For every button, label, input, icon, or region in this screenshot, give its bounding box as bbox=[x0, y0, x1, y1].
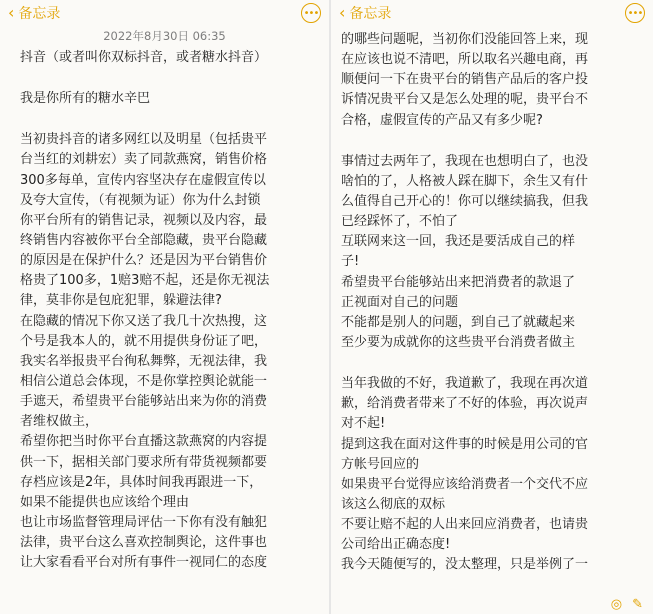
compose-icon[interactable]: ✎ bbox=[632, 597, 643, 612]
note-line: 合格，虚假宣传的产品又有多少呢? bbox=[341, 112, 543, 128]
note-line: 公司给出正确态度! bbox=[341, 537, 451, 553]
note-line: 的哪些问题呢，当初你们没能回答上来，现 bbox=[341, 32, 589, 47]
note-line: 我今天随便写的，没太整理，只是举例了一 bbox=[341, 557, 589, 573]
note-line: 在隐藏的情况下你又送了我几十次热搜，这 bbox=[20, 313, 268, 329]
top-bar bbox=[331, 0, 653, 26]
note-line: 台当红的刘耕宏）卖了同款燕窝，销售价格 bbox=[20, 152, 268, 168]
note-line: 抖音（或者叫你双标抖音，或者糖水抖音） bbox=[20, 50, 268, 65]
ellipsis-icon[interactable]: ••• bbox=[301, 3, 321, 23]
note-line: 的原因是在保护什么？还是因为平台销售价 bbox=[20, 253, 268, 269]
back-label: 备忘录 bbox=[18, 6, 61, 22]
note-line: 法律，贵平台这么喜欢控制舆论，这件事也 bbox=[20, 535, 268, 551]
note-line: 相信公道总会体现，不是你掌控舆论就能一 bbox=[20, 373, 268, 389]
note-line: 个号是我本人的，就不用提供身份证了吧， bbox=[20, 333, 268, 349]
note-line: 手遮天，希望贵平台能够站出来为你的消费 bbox=[20, 394, 268, 410]
camera-icon[interactable]: ◎ bbox=[610, 597, 623, 612]
note-line: 诉情况贵平台又是怎么处理的呢，贵平台不 bbox=[341, 92, 589, 108]
note-line: 如果贵平台觉得应该给消费者一个交代不应 bbox=[341, 476, 589, 492]
note-line: 格贵了100多，1赔3赔不起，还是你无视法 bbox=[20, 273, 270, 289]
paragraph-gap bbox=[341, 353, 639, 374]
paragraph-gap bbox=[341, 131, 639, 152]
note-line: 我是你所有的糖水辛巴 bbox=[20, 91, 151, 107]
note-line: 互联网来这一回，我还是要活成自己的样 bbox=[341, 234, 576, 250]
note-line: 供一下，据相关部门要求所有带货视频都要 bbox=[20, 454, 268, 470]
note-line: 不要让赔不起的人出来回应消费者，也请贵 bbox=[341, 517, 589, 533]
note-line: 么值得自己开心的！你可以继续搞我，但我 bbox=[341, 193, 589, 209]
note-line: 当初贵抖音的诸多网红以及明星（包括贵平 bbox=[20, 132, 268, 148]
note-line: 已经踩怀了，不怕了 bbox=[341, 214, 459, 230]
note-line: 该这么彻底的双标 bbox=[341, 496, 446, 512]
note-line: 方帐号回应的 bbox=[341, 456, 420, 472]
note-body[interactable] bbox=[331, 30, 653, 576]
chevron-left-icon: ‹ bbox=[8, 3, 15, 22]
note-panel-right bbox=[331, 0, 653, 614]
note-line: 事情过去两年了，我现在也想明白了，也没 bbox=[341, 153, 589, 169]
back-button[interactable] bbox=[339, 3, 391, 23]
note-line: 存档应该是2年，具体时间我再跟进一下， bbox=[20, 474, 263, 490]
note-line: 不能都是别人的问题，到自己了就藏起来 bbox=[341, 314, 576, 330]
note-timestamp: 2022年8月30日 06:35 bbox=[103, 29, 226, 43]
note-line: 者维权做主， bbox=[20, 414, 99, 430]
note-line: 300多每单，宣传内容坚决存在虚假宣传以 bbox=[20, 172, 266, 188]
note-line: 希望贵平台能够站出来把消费者的款退了 bbox=[341, 274, 576, 290]
note-line: 希望你把当时你平台直播这款燕窝的内容提 bbox=[20, 434, 268, 450]
note-line: 对不起! bbox=[341, 416, 386, 432]
note-line: 律，莫非你是包庇犯罪，躲避法律? bbox=[20, 293, 222, 309]
note-line: 在应该也说不清吧，所以取名兴趣电商，再 bbox=[341, 52, 589, 68]
note-line: 子! bbox=[341, 254, 360, 270]
note-line: 歉，给消费者带来了不好的体验，再次说声 bbox=[341, 396, 589, 412]
ellipsis-icon[interactable]: ••• bbox=[625, 3, 645, 23]
note-line: 及夸大宣传，（有视频为证）你为什么封锁 bbox=[20, 192, 261, 208]
note-line: 顺便问一下在贵平台的销售产品后的客户投 bbox=[341, 72, 589, 88]
note-line: 你平台所有的销售记录，视频以及内容，最 bbox=[20, 212, 268, 228]
note-line: 至少要为成就你的这些贵平台消费者做主 bbox=[341, 334, 576, 350]
chevron-left-icon: ‹ bbox=[339, 3, 346, 22]
note-line: 当年我做的不好，我道歉了，我现在再次道 bbox=[341, 376, 589, 392]
back-label: 备忘录 bbox=[349, 6, 392, 22]
paragraph-gap bbox=[20, 68, 311, 89]
top-bar bbox=[0, 0, 329, 26]
note-line: 正视面对自己的问题 bbox=[341, 294, 459, 310]
paragraph-gap bbox=[20, 109, 311, 130]
note-line: 如果不能提供也应该给个理由 bbox=[20, 494, 190, 510]
note-line: 也让市场监督管理局评估一下你有没有触犯 bbox=[20, 514, 268, 530]
note-body[interactable] bbox=[0, 48, 329, 573]
bottom-toolbar bbox=[611, 597, 643, 612]
note-line: 让大家看看平台对所有事件一视同仁的态度 bbox=[20, 555, 268, 571]
back-button[interactable] bbox=[8, 3, 60, 23]
note-line: 我实名举报贵平台徇私舞弊，无视法律，我 bbox=[20, 353, 268, 369]
note-line: 提到这我在面对这件事的时候是用公司的官 bbox=[341, 436, 589, 452]
note-line: 啥怕的了，人格被人踩在脚下，余生又有什 bbox=[341, 173, 589, 189]
note-line: 终销售内容被你平台全部隐藏，贵平台隐藏 bbox=[20, 232, 268, 248]
